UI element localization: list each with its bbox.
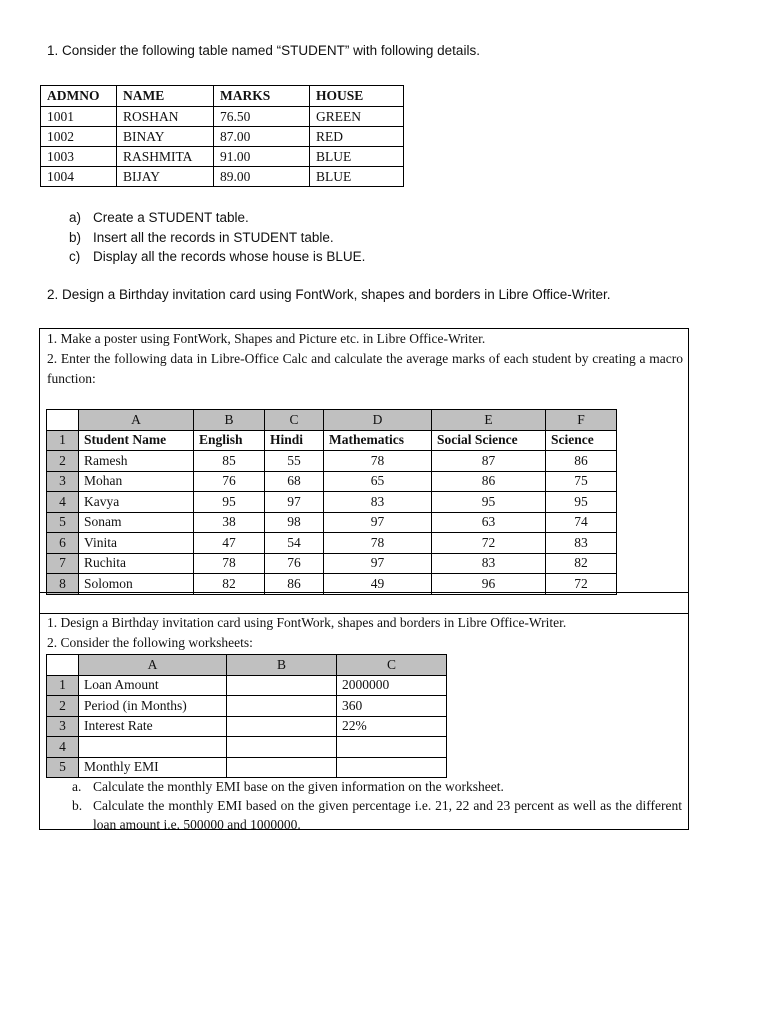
row-number: 5 — [47, 757, 79, 778]
table-cell — [227, 716, 337, 737]
table-cell — [227, 737, 337, 758]
table-cell: 87 — [432, 451, 546, 472]
row-number: 3 — [47, 471, 79, 492]
task-marker: c) — [69, 249, 81, 264]
table-cell: 1002 — [41, 127, 117, 147]
table-cell — [337, 737, 447, 758]
table-cell: Period (in Months) — [79, 696, 227, 717]
task-marker: b. — [72, 798, 83, 813]
task-marker: a) — [69, 210, 82, 225]
table-cell: Interest Rate — [79, 716, 227, 737]
table-cell: 95 — [194, 492, 265, 513]
table-cell: 1004 — [41, 167, 117, 187]
task-text: Calculate the monthly EMI based on the given percentage i.e. 21, 22 and 23 percent as well as the different loan amount i.e. 500000 and 1000000. — [93, 798, 682, 832]
task-marker: b) — [69, 229, 82, 245]
column-letter: B — [227, 655, 337, 676]
row-number: 6 — [47, 533, 79, 554]
task-text: Display all the records whose house is BLUE. — [93, 249, 366, 264]
table-cell: 86 — [546, 451, 617, 472]
set-c-line-2: 2. Consider the following worksheets: — [47, 634, 253, 650]
table-cell: 55 — [265, 451, 324, 472]
task-text: Create a STUDENT table. — [93, 210, 249, 225]
student-table-header-row — [41, 86, 404, 107]
task-item — [72, 796, 682, 834]
table-cell: 1003 — [41, 147, 117, 167]
table-cell: 82 — [546, 553, 617, 574]
table-cell: 72 — [546, 574, 617, 595]
table-cell: 97 — [324, 512, 432, 533]
table-row — [47, 574, 617, 595]
table-cell: 65 — [324, 471, 432, 492]
table-cell: BINAY — [117, 127, 214, 147]
table-cell: 83 — [324, 492, 432, 513]
table-cell: 97 — [324, 553, 432, 574]
set-b-instructions — [47, 329, 683, 389]
column-letter: F — [546, 410, 617, 431]
table-row — [47, 471, 617, 492]
table-row — [41, 107, 404, 127]
column-header: ADMNO — [41, 86, 117, 107]
task-item — [69, 247, 365, 267]
table-cell: 95 — [546, 492, 617, 513]
table-cell — [227, 675, 337, 696]
table-cell: Mohan — [79, 471, 194, 492]
table-row — [47, 553, 617, 574]
table-cell: 76.50 — [214, 107, 310, 127]
question-1-intro: 1. Consider the following table named “STUDENT” with following details. — [47, 43, 480, 58]
table-cell: RASHMITA — [117, 147, 214, 167]
table-cell: 360 — [337, 696, 447, 717]
row-number: 1 — [47, 430, 79, 451]
table-cell: 68 — [265, 471, 324, 492]
table-cell: Sonam — [79, 512, 194, 533]
emi-spreadsheet — [46, 654, 447, 778]
row-number: 2 — [47, 451, 79, 472]
table-cell: 49 — [324, 574, 432, 595]
table-cell: 78 — [324, 533, 432, 554]
table-cell: 76 — [194, 471, 265, 492]
table-row — [41, 167, 404, 187]
column-letter: D — [324, 410, 432, 431]
set-b-line-1: 1. Make a poster using FontWork, Shapes and Picture etc. in Libre Office-Writer. — [47, 331, 486, 346]
table-cell: 38 — [194, 512, 265, 533]
table-cell: 86 — [265, 574, 324, 595]
set-b-line-2: 2. Enter the following data in Libre-Office Calc and calculate the average marks of each student by creating a macro function: — [47, 351, 683, 386]
table-cell: Science — [546, 430, 617, 451]
table-cell — [79, 737, 227, 758]
table-cell: BLUE — [310, 167, 404, 187]
table-cell: 82 — [194, 574, 265, 595]
table-cell: 83 — [432, 553, 546, 574]
table-row — [47, 737, 447, 758]
column-letter: B — [194, 410, 265, 431]
row-number: 3 — [47, 716, 79, 737]
table-cell: 96 — [432, 574, 546, 595]
table-cell — [337, 757, 447, 778]
table-row — [47, 451, 617, 472]
row-number: 4 — [47, 492, 79, 513]
task-item — [72, 777, 682, 796]
table-cell: 1001 — [41, 107, 117, 127]
row-number: 2 — [47, 696, 79, 717]
table-cell: BLUE — [310, 147, 404, 167]
table-cell: 22% — [337, 716, 447, 737]
marks-spreadsheet — [46, 409, 617, 595]
column-letter: E — [432, 410, 546, 431]
row-number: 1 — [47, 675, 79, 696]
table-cell: Kavya — [79, 492, 194, 513]
table-cell: 74 — [546, 512, 617, 533]
table-cell: 95 — [432, 492, 546, 513]
table-cell: English — [194, 430, 265, 451]
column-letter: A — [79, 655, 227, 676]
table-cell: 63 — [432, 512, 546, 533]
table-cell: 91.00 — [214, 147, 310, 167]
sheet-corner — [47, 655, 79, 676]
table-row — [47, 430, 617, 451]
row-number: 4 — [47, 737, 79, 758]
table-cell: RED — [310, 127, 404, 147]
table-cell: 75 — [546, 471, 617, 492]
table-cell: 78 — [324, 451, 432, 472]
column-letter: C — [265, 410, 324, 431]
table-cell: 97 — [265, 492, 324, 513]
table-cell — [227, 696, 337, 717]
table-cell: 86 — [432, 471, 546, 492]
row-number: 5 — [47, 512, 79, 533]
sheet-corner — [47, 410, 79, 431]
table-row — [47, 675, 447, 696]
column-letter: C — [337, 655, 447, 676]
question-2-text: 2. Design a Birthday invitation card using FontWork, shapes and borders in Libre Office-Writer. — [47, 287, 611, 302]
table-cell: 54 — [265, 533, 324, 554]
student-table — [40, 85, 404, 187]
table-row — [47, 512, 617, 533]
table-cell: 89.00 — [214, 167, 310, 187]
column-letter: A — [79, 410, 194, 431]
table-cell: ROSHAN — [117, 107, 214, 127]
table-cell: Monthly EMI — [79, 757, 227, 778]
table-row — [47, 716, 447, 737]
table-cell: Loan Amount — [79, 675, 227, 696]
table-cell: Vinita — [79, 533, 194, 554]
table-cell: Ruchita — [79, 553, 194, 574]
table-cell: 72 — [432, 533, 546, 554]
set-c-line-1: 1. Design a Birthday invitation card using FontWork, shapes and borders in Libre Office-Writer. — [47, 615, 567, 630]
table-cell: 2000000 — [337, 675, 447, 696]
row-number: 8 — [47, 574, 79, 595]
table-row — [47, 533, 617, 554]
column-header-row — [47, 410, 617, 431]
section-divider — [40, 592, 688, 593]
table-row — [41, 127, 404, 147]
table-cell: 78 — [194, 553, 265, 574]
table-cell: Hindi — [265, 430, 324, 451]
set-c-instructions — [47, 613, 683, 652]
table-cell: Social Science — [432, 430, 546, 451]
table-row — [47, 492, 617, 513]
table-cell: 47 — [194, 533, 265, 554]
task-marker: a. — [72, 779, 82, 794]
task-text: Insert all the records in STUDENT table. — [93, 229, 334, 245]
row-number: 7 — [47, 553, 79, 574]
question-box — [39, 328, 689, 830]
question-1-tasks — [69, 208, 365, 267]
table-cell: 83 — [546, 533, 617, 554]
set-c-tasks — [72, 777, 682, 834]
table-cell: Solomon — [79, 574, 194, 595]
table-row — [47, 696, 447, 717]
table-cell: GREEN — [310, 107, 404, 127]
table-cell — [227, 757, 337, 778]
table-cell: 76 — [265, 553, 324, 574]
table-cell: Student Name — [79, 430, 194, 451]
column-header: NAME — [117, 86, 214, 107]
table-cell: Ramesh — [79, 451, 194, 472]
table-cell: BIJAY — [117, 167, 214, 187]
table-cell: 98 — [265, 512, 324, 533]
table-cell: Mathematics — [324, 430, 432, 451]
table-cell: 85 — [194, 451, 265, 472]
column-header: MARKS — [214, 86, 310, 107]
table-cell: 87.00 — [214, 127, 310, 147]
column-header-row — [47, 655, 447, 676]
task-text: Calculate the monthly EMI base on the given information on the worksheet. — [93, 779, 504, 794]
table-row — [41, 147, 404, 167]
column-header: HOUSE — [310, 86, 404, 107]
task-item — [69, 208, 365, 228]
task-item — [69, 228, 365, 248]
table-row — [47, 757, 447, 778]
